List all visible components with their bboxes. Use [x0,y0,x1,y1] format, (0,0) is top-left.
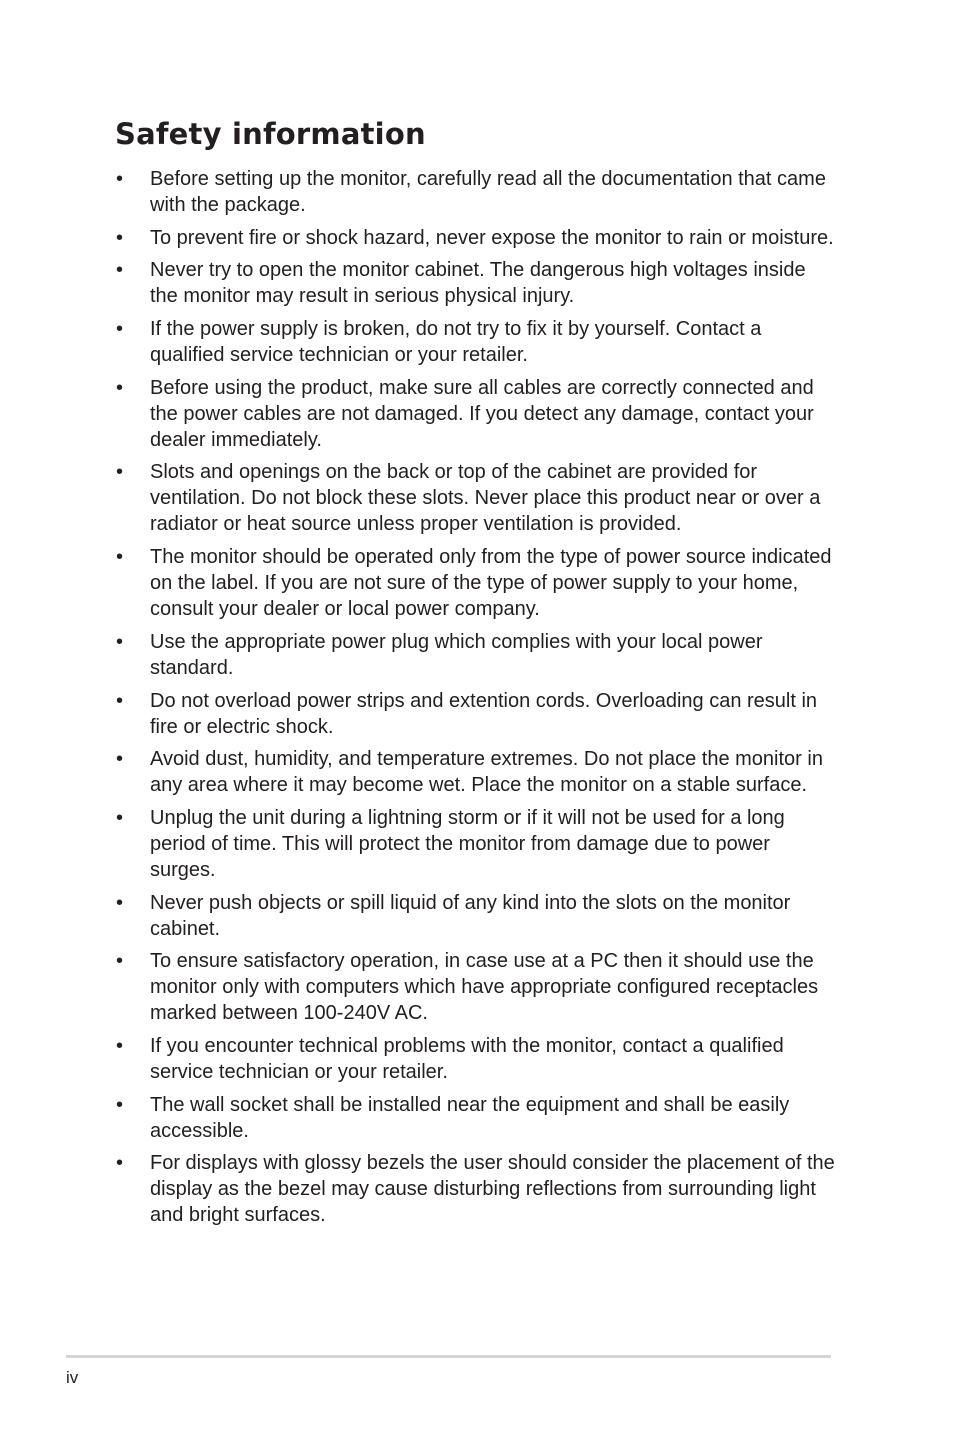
bullet-icon: • [116,950,124,973]
list-item-text: If the power supply is broken, do not try to fix it by yourself. Contact a qualified service technician or your retailer. [150,318,762,367]
bullet-icon: • [116,318,124,341]
bullet-icon: • [116,461,124,484]
list-item-text: To ensure satisfactory operation, in case use at a PC then it should use the monitor only with computers which have appropriate configured receptacles marked between 100-240V AC. [150,950,819,1025]
list-item-text: For displays with glossy bezels the user should consider the placement of the display as the bezel may cause disturbing reflections from surrounding light and bright surfaces. [150,1152,835,1227]
list-item-text: If you encounter technical problems with the monitor, contact a qualified service technician or your retailer. [150,1034,784,1083]
bullet-icon: • [116,168,124,190]
list-item [0,805,835,883]
list-item [0,544,835,622]
list-item-text: The wall socket shall be installed near the equipment and shall be easily accessible. [150,1093,790,1142]
list-item [0,1092,835,1144]
safety-bullet-list [0,166,954,1235]
list-item-text: Before setting up the monitor, carefully read all the documentation that came with the package. [150,168,826,216]
list-item [0,257,835,309]
list-item [0,316,835,368]
list-item [0,746,835,798]
list-item [0,225,835,251]
list-item-text: Do not overload power strips and extention cords. Overloading can result in fire or electric shock. [150,689,818,738]
list-item [0,629,835,681]
page-number: iv [66,1368,79,1387]
list-item-text: Never push objects or spill liquid of any kind into the slots on the monitor cabinet. [150,891,791,940]
bullet-icon: • [116,1034,124,1057]
bullet-icon: • [116,630,124,653]
list-item-text: Use the appropriate power plug which complies with your local power standard. [150,630,763,679]
bullet-icon: • [116,376,124,399]
list-item-text: The monitor should be operated only from the type of power source indicated on the label. If you are not sure of the type of power supply to your home, consult your dealer or local power company. [150,546,832,621]
list-item-text: Never try to open the monitor cabinet. The dangerous high voltages inside the monitor may result in serious physical injury. [150,259,806,308]
bullet-icon: • [116,1093,124,1116]
list-item [0,459,835,537]
list-item [0,688,835,740]
bullet-icon: • [116,891,124,914]
footer-divider [66,1355,831,1358]
list-item [0,890,835,942]
list-item-text: Before using the product, make sure all cables are correctly connected and the power cables are not damaged. If you detect any damage, contact your dealer immediately. [150,376,814,451]
bullet-icon: • [116,226,124,249]
list-item [0,1033,835,1085]
list-item [0,1150,835,1228]
list-item-text: Unplug the unit during a lightning storm or if it will not be used for a long period of time. This will protect the monitor from damage due to power surges. [150,806,785,881]
page-title: Safety information [115,117,426,151]
bullet-icon: • [116,1152,124,1175]
list-item [0,948,835,1026]
list-item-text: Avoid dust, humidity, and temperature extremes. Do not place the monitor in any area where it may become wet. Place the monitor on a stable surface. [150,748,823,797]
bullet-icon: • [116,259,124,282]
list-item-text: To prevent fire or shock hazard, never expose the monitor to rain or moisture. [150,226,834,249]
list-item-text: Slots and openings on the back or top of the cabinet are provided for ventilation. Do not block these slots. Never place this product near or over a radiator or heat source unless proper ventilation is provided. [150,461,821,536]
bullet-icon: • [116,748,124,771]
bullet-icon: • [116,689,124,712]
bullet-icon: • [116,546,124,569]
list-item [0,166,835,218]
list-item [0,375,835,453]
bullet-icon: • [116,806,124,829]
